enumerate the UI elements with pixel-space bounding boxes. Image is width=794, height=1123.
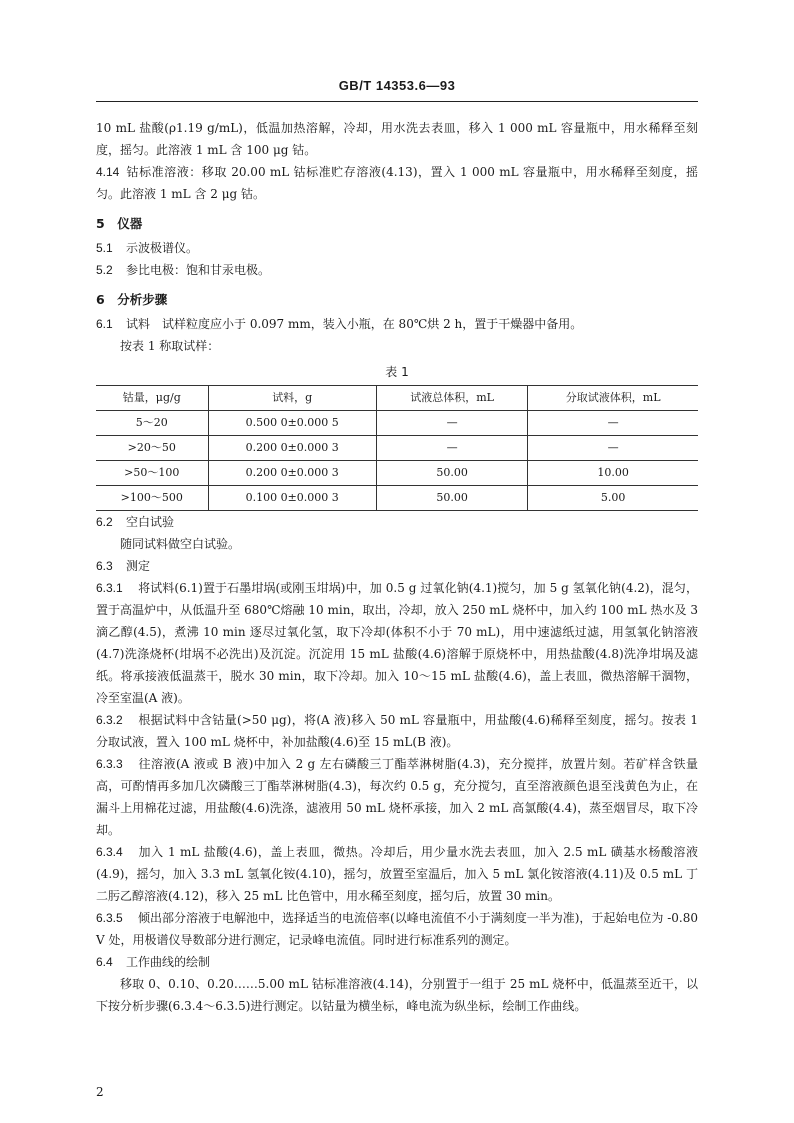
table-header-cell: 试液总体积，mL bbox=[376, 386, 527, 411]
table-header-cell: 分取试液体积，mL bbox=[528, 386, 698, 411]
para-6-3-1: 6.3.1 将试料(6.1)置于石墨坩埚(或刚玉坩埚)中，加 0.5 g 过氧化钠(4.1)搅匀，加 5 g 氢氧化钠(4.2)，混匀，置于高温炉中，从低温升至 680℃熔融 10 min，取出，冷却，放入 250 mL 烧杯中，加入约 100 mL 热水及 3 滴乙醇(4.5)，煮沸 10 min 逐尽过氧化氢，取下冷却(体积不小于 70 mL)，用中速滤纸过滤，用氢氧化钠溶液(4.7)洗涤烧杯(坩埚不必洗出)及沉淀。沉淀用 15 mL 盐酸(4.6)溶解于原烧杯中，用热盐酸(4.8)洗净坩埚及滤纸。将承接液低温蒸干，脱水 30 min，取下冷却。加入 10～15 mL 盐酸(4.6)，盖上表皿，微热溶解干涸物，冷至室温(A 液)。 bbox=[96, 577, 698, 709]
para-6-3: 6.3 测定 bbox=[96, 555, 698, 577]
table-row bbox=[96, 411, 698, 436]
para-6-2-b: 随同试料做空白试验。 bbox=[120, 537, 241, 551]
para-6-1-b: 按表 1 称取试样： bbox=[120, 339, 220, 353]
table-cell: 0.500 0±0.000 5 bbox=[208, 411, 376, 436]
clause-number: 6.1 bbox=[96, 317, 113, 331]
table-cell: 50.00 bbox=[376, 486, 527, 511]
table-row bbox=[96, 436, 698, 461]
table-cell: 5～20 bbox=[96, 411, 208, 436]
para-6-3-4: 6.3.4 加入 1 mL 盐酸(4.6)，盖上表皿，微热。冷却后，用少量水洗去表皿，加入 2.5 mL 磺基水杨酸溶液(4.9)，摇匀，加入 3.3 mL 氢氧化铵(4.10)，摇匀，放置至室温后，加入 5 mL 氯化铵溶液(4.11)及 0.5 mL 丁二肟乙醇溶液(4.12)，移入 25 mL 比色管中，用水稀至刻度，摇匀后，放置 30 min。 bbox=[96, 841, 698, 907]
para-6-1: 6.1 试料 试样粒度应小于 0.097 mm，装入小瓶，在 80℃烘 2 h，置于干燥器中备用。 bbox=[96, 313, 698, 335]
table-cell: 5.00 bbox=[528, 486, 698, 511]
para-5-2: 5.2 参比电极：饱和甘汞电极。 bbox=[96, 259, 698, 281]
table-cell: 0.200 0±0.000 3 bbox=[208, 436, 376, 461]
clause-number: 5.1 bbox=[96, 241, 113, 255]
para-6-4-b: 移取 0、0.10、0.20……5.00 mL 钴标准溶液(4.14)，分别置于一组于 25 mL 烧杯中，低温蒸至近干，以下按分析步骤(6.3.4～6.3.5)进行测定。以钴量为横坐标，峰电流为纵坐标，绘制工作曲线。 bbox=[96, 977, 698, 1013]
para-5-1: 5.1 示波极谱仪。 bbox=[96, 237, 698, 259]
table-header-row bbox=[96, 386, 698, 411]
table-cell: — bbox=[528, 411, 698, 436]
para-6-3-2: 6.3.2 根据试料中含钴量(>50 μg)，将(A 液)移入 50 mL 容量瓶中，用盐酸(4.6)稀释至刻度，摇匀。按表 1 分取试液，置入 100 mL 烧杯中，补加盐酸(4.6)至 15 mL(B 液)。 bbox=[96, 709, 698, 753]
table-cell: >100～500 bbox=[96, 486, 208, 511]
table-cell: 50.00 bbox=[376, 461, 527, 486]
para-6-3-3: 6.3.3 往溶液(A 液或 B 液)中加入 2 g 左右磷酸三丁酯萃淋树脂(4.3)，充分搅拌，放置片刻。若矿样含铁量高，可酌情再多加几次磷酸三丁酯萃淋树脂(4.3)，每次约 0.5 g，充分搅匀，直至溶液颜色退至浅黄色为止，在漏斗上用棉花过滤，用盐酸(4.6)洗涤，滤液用 50 mL 烧杯承接，加入 2 mL 高氯酸(4.4)，蒸至烟冒尽，取下冷却。 bbox=[96, 753, 698, 841]
table-cell: 0.100 0±0.000 3 bbox=[208, 486, 376, 511]
table-cell: — bbox=[528, 436, 698, 461]
clause-number: 6.3.3 bbox=[96, 757, 123, 771]
table-row bbox=[96, 461, 698, 486]
clause-number: 6.3.4 bbox=[96, 845, 123, 859]
table-header-cell: 试料，g bbox=[208, 386, 376, 411]
section-6-heading: 6 分析步骤 bbox=[96, 292, 168, 307]
header-rule bbox=[96, 101, 698, 102]
table-cell: — bbox=[376, 436, 527, 461]
standard-code-header: GB/T 14353.6—93 bbox=[338, 78, 456, 93]
table-cell: >50～100 bbox=[96, 461, 208, 486]
clause-number: 6.3.2 bbox=[96, 713, 123, 727]
page-number: 2 bbox=[96, 1085, 104, 1099]
para-6-4: 6.4 工作曲线的绘制 bbox=[96, 951, 698, 973]
table-cell: — bbox=[376, 411, 527, 436]
table-1-caption: 表 1 bbox=[385, 365, 409, 379]
table-cell: 0.200 0±0.000 3 bbox=[208, 461, 376, 486]
clause-number: 6.3.5 bbox=[96, 911, 123, 925]
table-header-cell: 钴量，μg/g bbox=[96, 386, 208, 411]
para-6-2: 6.2 空白试验 bbox=[96, 511, 698, 533]
clause-number: 6.3.1 bbox=[96, 581, 123, 595]
clause-number: 6.2 bbox=[96, 515, 113, 529]
table-cell: >20～50 bbox=[96, 436, 208, 461]
para-4-14: 4.14 钴标准溶液：移取 20.00 mL 钴标准贮存溶液(4.13)，置入 1 000 mL 容量瓶中，用水稀释至刻度，摇匀。此溶液 1 mL 含 2 μg 钴。 bbox=[96, 161, 698, 205]
table-cell: 10.00 bbox=[528, 461, 698, 486]
document-body bbox=[96, 117, 698, 1017]
para-4-13-continuation: 10 mL 盐酸(ρ1.19 g/mL)，低温加热溶解，冷却，用水洗去表皿，移入 1 000 mL 容量瓶中，用水稀释至刻度，摇匀。此溶液 1 mL 含 100 μg 钴。 bbox=[96, 121, 698, 157]
clause-number: 6.3 bbox=[96, 559, 113, 573]
table-1 bbox=[96, 385, 698, 511]
para-6-3-5: 6.3.5 倾出部分溶液于电解池中，选择适当的电流倍率(以峰电流值不小于满刻度一半为准)，于起始电位为 -0.80 V 处，用极谱仪导数部分进行测定，记录峰电流值。同时进行标准系列的测定。 bbox=[96, 907, 698, 951]
clause-number: 4.14 bbox=[96, 165, 120, 179]
section-5-heading: 5 仪器 bbox=[96, 216, 143, 231]
clause-number: 5.2 bbox=[96, 263, 113, 277]
clause-number: 6.4 bbox=[96, 955, 113, 969]
table-row bbox=[96, 486, 698, 511]
